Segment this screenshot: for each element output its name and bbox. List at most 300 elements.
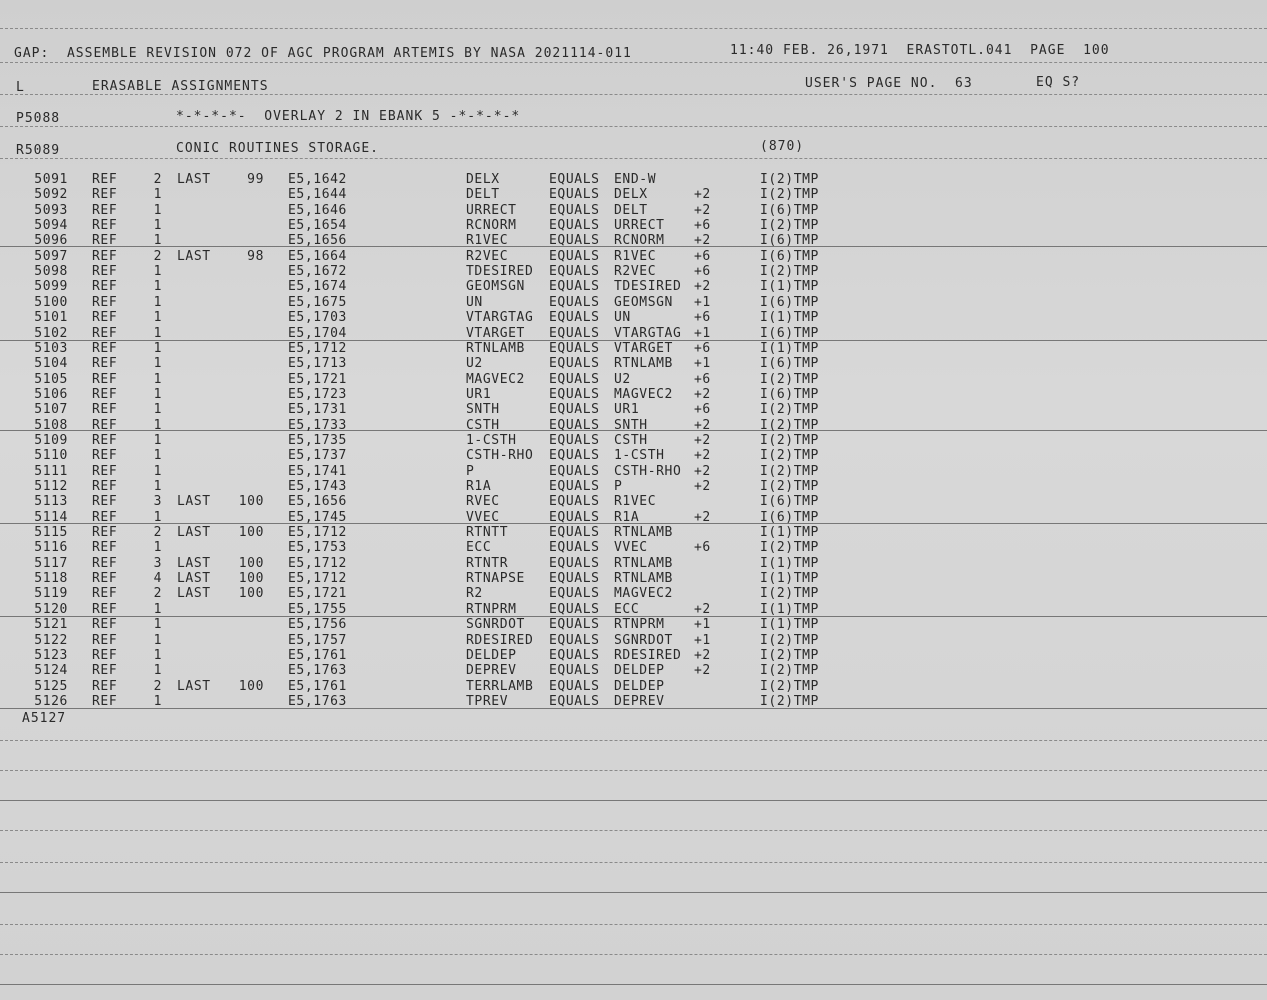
equals-keyword: EQUALS (549, 279, 600, 295)
symbol-name: RTNTR (466, 555, 509, 571)
line-number: 5093 (34, 202, 68, 218)
assembly-header-right: 11:40 FEB. 26,1971 ERASTOTL.041 PAGE 100 (730, 43, 1110, 58)
storage-type: I(2)TMP (760, 402, 819, 418)
storage-type: I(2)TMP (760, 479, 819, 494)
equals-keyword: EQUALS (549, 264, 600, 280)
paper-rule (0, 984, 1267, 985)
address: E5,1712 (288, 340, 347, 356)
ref-label: REF (92, 586, 118, 602)
line-number: 5115 (34, 525, 68, 541)
line-number: 5117 (34, 555, 68, 571)
table-row (0, 172, 1267, 187)
table-row (0, 310, 1267, 325)
table-row (0, 602, 1267, 617)
equals-target: URRECT (614, 218, 665, 234)
ref-count: 1 (153, 540, 162, 556)
storage-type: I(6)TMP (760, 248, 819, 264)
symbol-name: VTARGET (466, 325, 525, 341)
ref-label: REF (92, 310, 118, 326)
table-row (0, 387, 1267, 402)
ref-label: REF (92, 294, 118, 310)
offset: +6 (694, 402, 711, 418)
last-number: 100 (238, 525, 264, 541)
address: E5,1731 (288, 402, 347, 418)
ref-label: REF (92, 386, 118, 402)
equals-target: GEOMSGN (614, 294, 673, 310)
ref-label: REF (92, 340, 118, 356)
ref-label: REF (92, 218, 118, 234)
address: E5,1656 (288, 233, 347, 249)
ref-count: 1 (153, 448, 162, 464)
equals-keyword: EQUALS (549, 294, 600, 310)
storage-type: I(6)TMP (760, 509, 819, 525)
line-number: 5106 (34, 386, 68, 402)
assembly-header-left: GAP: ASSEMBLE REVISION 072 OF AGC PROGRAM ARTEMIS BY NASA 2021114-011 (14, 46, 632, 61)
ref-label: REF (92, 279, 118, 295)
line-number: 5092 (34, 187, 68, 203)
equals-target: RTNLAMB (614, 525, 673, 541)
last-number: 100 (238, 586, 264, 602)
equals-keyword: EQUALS (549, 617, 600, 633)
equals-keyword: EQUALS (549, 402, 600, 418)
equals-keyword: EQUALS (549, 693, 600, 709)
symbol-name: RTNAPSE (466, 571, 525, 587)
ref-count: 1 (153, 356, 162, 372)
ref-count: 1 (153, 617, 162, 633)
table-row (0, 617, 1267, 632)
ref-count: 1 (153, 402, 162, 418)
ref-count: 1 (153, 417, 162, 433)
storage-type: I(6)TMP (760, 386, 819, 402)
eq-s-marker: EQ S? (1036, 75, 1081, 90)
footer-line-number: A5127 (22, 711, 67, 726)
equals-target: UR1 (614, 402, 640, 418)
ref-count: 1 (153, 264, 162, 280)
ref-count: 1 (153, 218, 162, 234)
table-row (0, 540, 1267, 555)
offset: +1 (694, 617, 711, 633)
ref-count: 1 (153, 632, 162, 648)
equals-keyword: EQUALS (549, 601, 600, 617)
paper-rule (0, 954, 1267, 955)
table-row (0, 341, 1267, 356)
address: E5,1703 (288, 310, 347, 326)
symbol-name: DELT (466, 187, 500, 203)
paper-rule (0, 62, 1267, 63)
address: E5,1664 (288, 248, 347, 264)
equals-target: R1VEC (614, 494, 657, 510)
symbol-name: SGNRDOT (466, 617, 525, 633)
offset: +6 (694, 218, 711, 234)
last-label: LAST (177, 555, 211, 571)
equals-keyword: EQUALS (549, 494, 600, 510)
storage-type: I(2)TMP (760, 663, 819, 679)
symbol-name: ECC (466, 540, 492, 556)
equals-target: CSTH-RHO (614, 463, 682, 479)
table-row (0, 510, 1267, 525)
line-number: 5101 (34, 310, 68, 326)
ref-count: 1 (153, 233, 162, 249)
address: E5,1672 (288, 264, 347, 280)
line-number: 5124 (34, 663, 68, 679)
storage-type: I(2)TMP (760, 647, 819, 663)
ref-label: REF (92, 417, 118, 433)
ref-label: REF (92, 540, 118, 556)
equals-keyword: EQUALS (549, 663, 600, 679)
equals-keyword: EQUALS (549, 525, 600, 541)
equals-target: RCNORM (614, 233, 665, 249)
line-number: 5104 (34, 356, 68, 372)
last-label: LAST (177, 172, 211, 187)
equals-keyword: EQUALS (549, 555, 600, 571)
storage-type: I(2)TMP (760, 632, 819, 648)
symbol-name: DELX (466, 172, 500, 187)
equals-keyword: EQUALS (549, 218, 600, 234)
equals-target: R1A (614, 509, 640, 525)
line-number: 5107 (34, 402, 68, 418)
address: E5,1763 (288, 693, 347, 709)
equals-target: SNTH (614, 417, 648, 433)
address: E5,1721 (288, 371, 347, 387)
ref-label: REF (92, 647, 118, 663)
l-marker: L (16, 80, 25, 95)
storage-type: I(2)TMP (760, 586, 819, 602)
storage-type: I(6)TMP (760, 202, 819, 218)
symbol-name: CSTH-RHO (466, 448, 534, 464)
ref-count: 2 (153, 172, 162, 187)
ref-count: 1 (153, 310, 162, 326)
offset: +2 (694, 187, 711, 203)
line-number: 5100 (34, 294, 68, 310)
ref-count: 1 (153, 693, 162, 709)
symbol-name: R2VEC (466, 248, 509, 264)
paper-rule (0, 892, 1267, 893)
storage-type: I(2)TMP (760, 172, 819, 187)
symbol-name: MAGVEC2 (466, 371, 525, 387)
ref-label: REF (92, 264, 118, 280)
table-row (0, 663, 1267, 678)
offset: +2 (694, 647, 711, 663)
line-number: 5122 (34, 632, 68, 648)
offset: +2 (694, 509, 711, 525)
ref-label: REF (92, 356, 118, 372)
overlay-title: *-*-*-*- OVERLAY 2 IN EBANK 5 -*-*-*-* (176, 109, 521, 124)
symbol-name: DELDEP (466, 647, 517, 663)
last-number: 99 (247, 172, 264, 187)
address: E5,1743 (288, 479, 347, 494)
table-row (0, 694, 1267, 709)
equals-target: VVEC (614, 540, 648, 556)
address: E5,1737 (288, 448, 347, 464)
table-row (0, 187, 1267, 202)
ref-count: 1 (153, 187, 162, 203)
equals-target: DELDEP (614, 663, 665, 679)
address: E5,1656 (288, 494, 347, 510)
storage-type: I(2)TMP (760, 678, 819, 694)
line-number: 5111 (34, 463, 68, 479)
ref-label: REF (92, 663, 118, 679)
storage-type: I(2)TMP (760, 463, 819, 479)
table-row (0, 264, 1267, 279)
offset: +2 (694, 432, 711, 448)
symbol-name: RDESIRED (466, 632, 534, 648)
line-number: 5103 (34, 340, 68, 356)
storage-type: I(2)TMP (760, 371, 819, 387)
ref-count: 3 (153, 555, 162, 571)
symbol-name: VVEC (466, 509, 500, 525)
offset: +6 (694, 264, 711, 280)
offset: +1 (694, 632, 711, 648)
symbol-name: 1-CSTH (466, 432, 517, 448)
last-label: LAST (177, 494, 211, 510)
address: E5,1704 (288, 325, 347, 341)
ref-label: REF (92, 448, 118, 464)
ref-count: 1 (153, 325, 162, 341)
equals-keyword: EQUALS (549, 632, 600, 648)
line-number: 5123 (34, 647, 68, 663)
ref-label: REF (92, 248, 118, 264)
ref-count: 1 (153, 340, 162, 356)
address: E5,1757 (288, 632, 347, 648)
storage-type: I(2)TMP (760, 264, 819, 280)
ref-count: 1 (153, 371, 162, 387)
ref-label: REF (92, 479, 118, 494)
symbol-name: R1A (466, 479, 492, 494)
storage-type: I(2)TMP (760, 417, 819, 433)
storage-type: I(6)TMP (760, 356, 819, 372)
equals-keyword: EQUALS (549, 233, 600, 249)
ref-count: 1 (153, 479, 162, 494)
storage-type: I(6)TMP (760, 233, 819, 249)
table-row (0, 433, 1267, 448)
paper-rule (0, 126, 1267, 127)
line-number: 5120 (34, 601, 68, 617)
address: E5,1712 (288, 525, 347, 541)
equals-target: R2VEC (614, 264, 657, 280)
ref-label: REF (92, 325, 118, 341)
last-label: LAST (177, 248, 211, 264)
symbol-name: SNTH (466, 402, 500, 418)
symbol-name: VTARGTAG (466, 310, 534, 326)
line-number: 5094 (34, 218, 68, 234)
address: E5,1646 (288, 202, 347, 218)
paper-rule (0, 158, 1267, 159)
ref-count: 1 (153, 509, 162, 525)
equals-target: RTNLAMB (614, 356, 673, 372)
ref-label: REF (92, 601, 118, 617)
storage-type: I(6)TMP (760, 294, 819, 310)
symbol-name: RCNORM (466, 218, 517, 234)
equals-target: SGNRDOT (614, 632, 673, 648)
table-row (0, 633, 1267, 648)
ref-count: 3 (153, 494, 162, 510)
conic-storage-title: CONIC ROUTINES STORAGE. (176, 141, 380, 156)
table-row (0, 571, 1267, 586)
line-number: 5099 (34, 279, 68, 295)
table-row (0, 372, 1267, 387)
equals-keyword: EQUALS (549, 386, 600, 402)
offset: +6 (694, 310, 711, 326)
address: E5,1654 (288, 218, 347, 234)
equals-keyword: EQUALS (549, 325, 600, 341)
table-row (0, 494, 1267, 509)
equals-target: END-W (614, 172, 657, 187)
ref-label: REF (92, 617, 118, 633)
ref-count: 1 (153, 279, 162, 295)
equals-keyword: EQUALS (549, 432, 600, 448)
offset: +2 (694, 233, 711, 249)
line-number: 5119 (34, 586, 68, 602)
storage-type: I(1)TMP (760, 555, 819, 571)
last-number: 100 (238, 494, 264, 510)
offset: +6 (694, 371, 711, 387)
line-number: 5097 (34, 248, 68, 264)
line-number: 5096 (34, 233, 68, 249)
offset: +1 (694, 325, 711, 341)
symbol-name: RVEC (466, 494, 500, 510)
ref-label: REF (92, 678, 118, 694)
symbol-name: GEOMSGN (466, 279, 525, 295)
ref-label: REF (92, 509, 118, 525)
address: E5,1713 (288, 356, 347, 372)
line-number: 5113 (34, 494, 68, 510)
ref-label: REF (92, 172, 118, 187)
address: E5,1755 (288, 601, 347, 617)
storage-type: I(1)TMP (760, 617, 819, 633)
table-row (0, 203, 1267, 218)
ref-label: REF (92, 371, 118, 387)
p-line-number: P5088 (16, 111, 61, 126)
offset: +2 (694, 663, 711, 679)
address: E5,1712 (288, 555, 347, 571)
equals-target: RDESIRED (614, 647, 682, 663)
paper-rule (0, 924, 1267, 925)
line-number: 5121 (34, 617, 68, 633)
equals-target: R1VEC (614, 248, 657, 264)
equals-target: P (614, 479, 623, 494)
storage-type: I(1)TMP (760, 571, 819, 587)
ref-label: REF (92, 494, 118, 510)
paper-rule (0, 94, 1267, 95)
address: E5,1712 (288, 571, 347, 587)
symbol-name: UR1 (466, 386, 492, 402)
ref-label: REF (92, 463, 118, 479)
offset: +2 (694, 279, 711, 295)
equals-keyword: EQUALS (549, 310, 600, 326)
address: E5,1675 (288, 294, 347, 310)
storage-type: I(6)TMP (760, 325, 819, 341)
equals-keyword: EQUALS (549, 571, 600, 587)
symbol-name: RTNLAMB (466, 340, 525, 356)
paper-rule (0, 862, 1267, 863)
equals-keyword: EQUALS (549, 509, 600, 525)
equals-target: VTARGTAG (614, 325, 682, 341)
address: E5,1723 (288, 386, 347, 402)
ref-label: REF (92, 571, 118, 587)
storage-type: I(2)TMP (760, 693, 819, 709)
table-row (0, 648, 1267, 663)
address: E5,1745 (288, 509, 347, 525)
table-row (0, 218, 1267, 233)
line-number: 5118 (34, 571, 68, 587)
address: E5,1763 (288, 663, 347, 679)
storage-type: I(2)TMP (760, 187, 819, 203)
line-number: 5108 (34, 417, 68, 433)
offset: +2 (694, 386, 711, 402)
equals-target: MAGVEC2 (614, 586, 673, 602)
offset: +2 (694, 463, 711, 479)
ref-label: REF (92, 632, 118, 648)
symbol-name: TDESIRED (466, 264, 534, 280)
table-row (0, 233, 1267, 248)
ref-label: REF (92, 233, 118, 249)
equals-keyword: EQUALS (549, 340, 600, 356)
table-row (0, 679, 1267, 694)
ref-count: 1 (153, 663, 162, 679)
address: E5,1733 (288, 417, 347, 433)
table-row (0, 556, 1267, 571)
offset: +2 (694, 601, 711, 617)
equals-target: RTNLAMB (614, 571, 673, 587)
equals-keyword: EQUALS (549, 371, 600, 387)
address: E5,1753 (288, 540, 347, 556)
line-number: 5112 (34, 479, 68, 494)
equals-target: ECC (614, 601, 640, 617)
ref-count: 1 (153, 601, 162, 617)
symbol-name: U2 (466, 356, 483, 372)
line-number: 5126 (34, 693, 68, 709)
address: E5,1642 (288, 172, 347, 187)
table-row (0, 295, 1267, 310)
symbol-name: R2 (466, 586, 483, 602)
symbol-name: CSTH (466, 417, 500, 433)
storage-type: I(1)TMP (760, 279, 819, 295)
equals-target: DELX (614, 187, 648, 203)
equals-target: DEPREV (614, 693, 665, 709)
equals-keyword: EQUALS (549, 248, 600, 264)
last-number: 98 (247, 248, 264, 264)
symbol-name: URRECT (466, 202, 517, 218)
ref-count: 1 (153, 432, 162, 448)
table-row (0, 418, 1267, 433)
equals-keyword: EQUALS (549, 356, 600, 372)
symbol-name: RTNTT (466, 525, 509, 541)
ref-label: REF (92, 187, 118, 203)
table-row (0, 448, 1267, 463)
table-row (0, 326, 1267, 341)
equals-keyword: EQUALS (549, 463, 600, 479)
symbol-name: R1VEC (466, 233, 509, 249)
offset: +6 (694, 540, 711, 556)
last-number: 100 (238, 678, 264, 694)
ref-label: REF (92, 555, 118, 571)
equals-target: MAGVEC2 (614, 386, 673, 402)
address: E5,1741 (288, 463, 347, 479)
equals-target: U2 (614, 371, 631, 387)
equals-keyword: EQUALS (549, 479, 600, 494)
equals-keyword: EQUALS (549, 187, 600, 203)
address: E5,1761 (288, 647, 347, 663)
equals-keyword: EQUALS (549, 202, 600, 218)
symbol-name: P (466, 463, 475, 479)
symbol-name: TERRLAMB (466, 678, 534, 694)
offset: +6 (694, 248, 711, 264)
table-row (0, 249, 1267, 264)
ref-count: 2 (153, 678, 162, 694)
line-number: 5114 (34, 509, 68, 525)
symbol-name: TPREV (466, 693, 509, 709)
address: E5,1756 (288, 617, 347, 633)
